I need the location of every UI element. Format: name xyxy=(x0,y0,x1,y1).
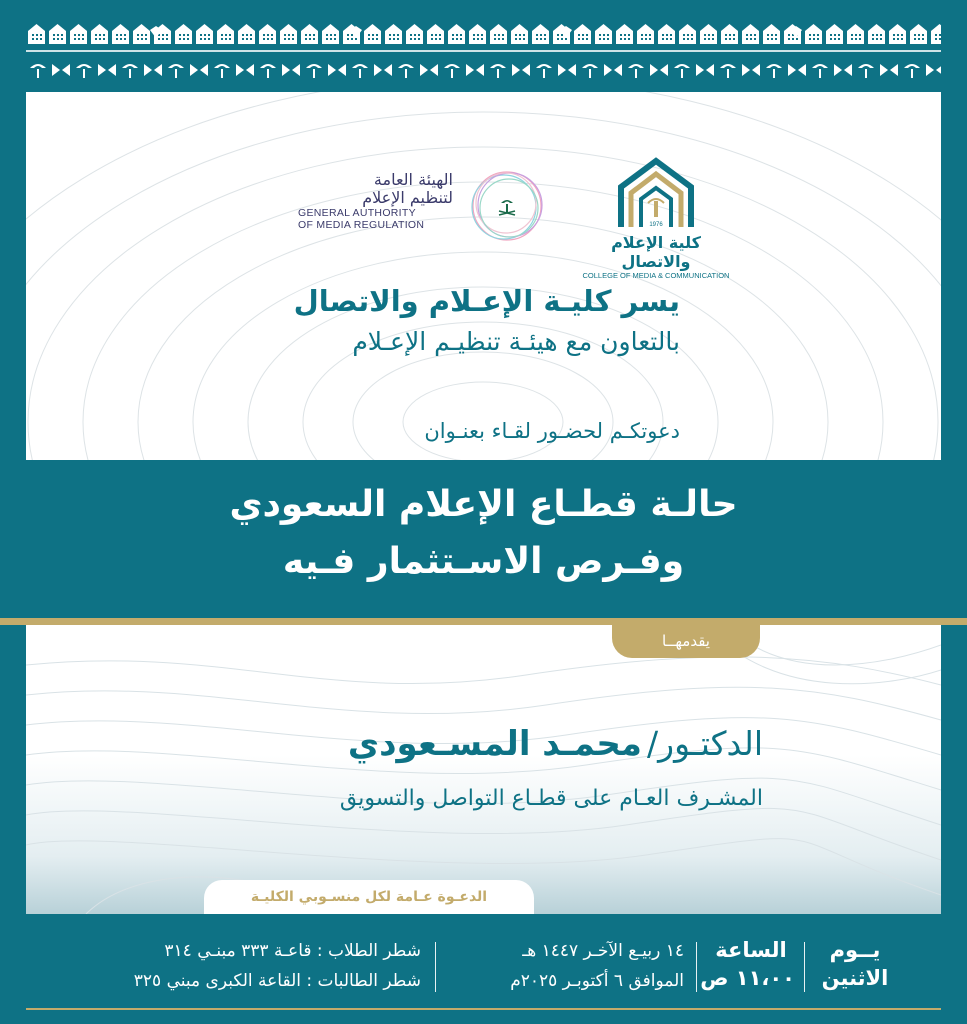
college-name-english: COLLEGE OF MEDIA & COMMUNICATION xyxy=(582,271,730,280)
time-label: الساعة xyxy=(715,938,787,962)
ornamental-pattern-band xyxy=(0,0,967,92)
bottom-gold-rule xyxy=(26,1008,941,1010)
authority-name-arabic-line1: الهيئة العامة xyxy=(373,170,453,189)
authority-name-english-line1: GENERAL AUTHORITY xyxy=(298,207,416,219)
date-block xyxy=(510,936,684,996)
hijri-date: ١٤ ربيـع الآخـر ١٤٤٧ هـ xyxy=(522,941,684,961)
intro-panel xyxy=(26,92,941,460)
speaker-panel xyxy=(26,625,941,914)
invitation-text: دعوتكـم لحضـور لقـاء بعنـوان xyxy=(424,419,680,443)
partner-statement: بالتعاون مع هيئـة تنظيـم الإعـلام xyxy=(352,327,680,356)
gregorian-date: الموافق ٦ أكتوبـر ٢٠٢٥م xyxy=(510,971,684,991)
day-label: يــوم xyxy=(829,938,881,962)
divider-date-location xyxy=(435,942,436,992)
college-name-arabic: كلية الإعلام والاتصال xyxy=(611,233,701,271)
speaker-name: محمـد المسـعودي xyxy=(347,724,642,764)
open-invitation-badge: الدعـوة عـامة لكل منسـوبي الكليـة xyxy=(204,880,534,914)
svg-text:1976: 1976 xyxy=(649,222,663,228)
event-title-line1: حالـة قطـاع الإعلام السعودي xyxy=(229,484,738,525)
speaker-heading xyxy=(348,724,763,764)
authority-name-block xyxy=(298,171,453,231)
college-emblem-icon xyxy=(617,157,695,231)
event-title-line2: وفـرص الاسـتثمار فـيه xyxy=(282,541,685,582)
divider-time-date xyxy=(696,942,697,992)
background-rings xyxy=(26,92,941,460)
day-block xyxy=(810,936,900,992)
host-statement: يسر كليـة الإعـلام والاتصال xyxy=(293,284,680,318)
speaker-role: المشـرف العـام على قطـاع التواصل والتسويق xyxy=(339,786,763,811)
speaker-honorific: الدكتـور/ xyxy=(647,724,763,763)
female-campus-location: شطر الطالبات : القاعة الكبرى مبني ٣٢٥ xyxy=(133,971,421,991)
authority-name-arabic-line2: لتنظيم الإعلام xyxy=(362,188,453,207)
authority-name-english-line2: OF MEDIA REGULATION xyxy=(298,219,425,231)
sadu-pattern xyxy=(0,0,967,92)
location-block xyxy=(134,936,421,996)
presented-by-badge: يقدمهــا xyxy=(612,624,760,658)
authority-logo xyxy=(298,167,568,257)
day-value: الاثنين xyxy=(821,966,889,990)
time-block xyxy=(700,936,795,992)
authority-emblem-icon xyxy=(468,167,546,245)
time-value: ١١،٠٠ ص xyxy=(700,966,795,990)
background-contours xyxy=(26,625,941,914)
college-logo xyxy=(581,157,731,280)
divider-day-time xyxy=(804,942,805,992)
male-campus-location: شطر الطلاب : قاعـة ٣٣٣ مبنـي ٣١٤ xyxy=(164,941,421,961)
gold-divider xyxy=(0,618,967,625)
